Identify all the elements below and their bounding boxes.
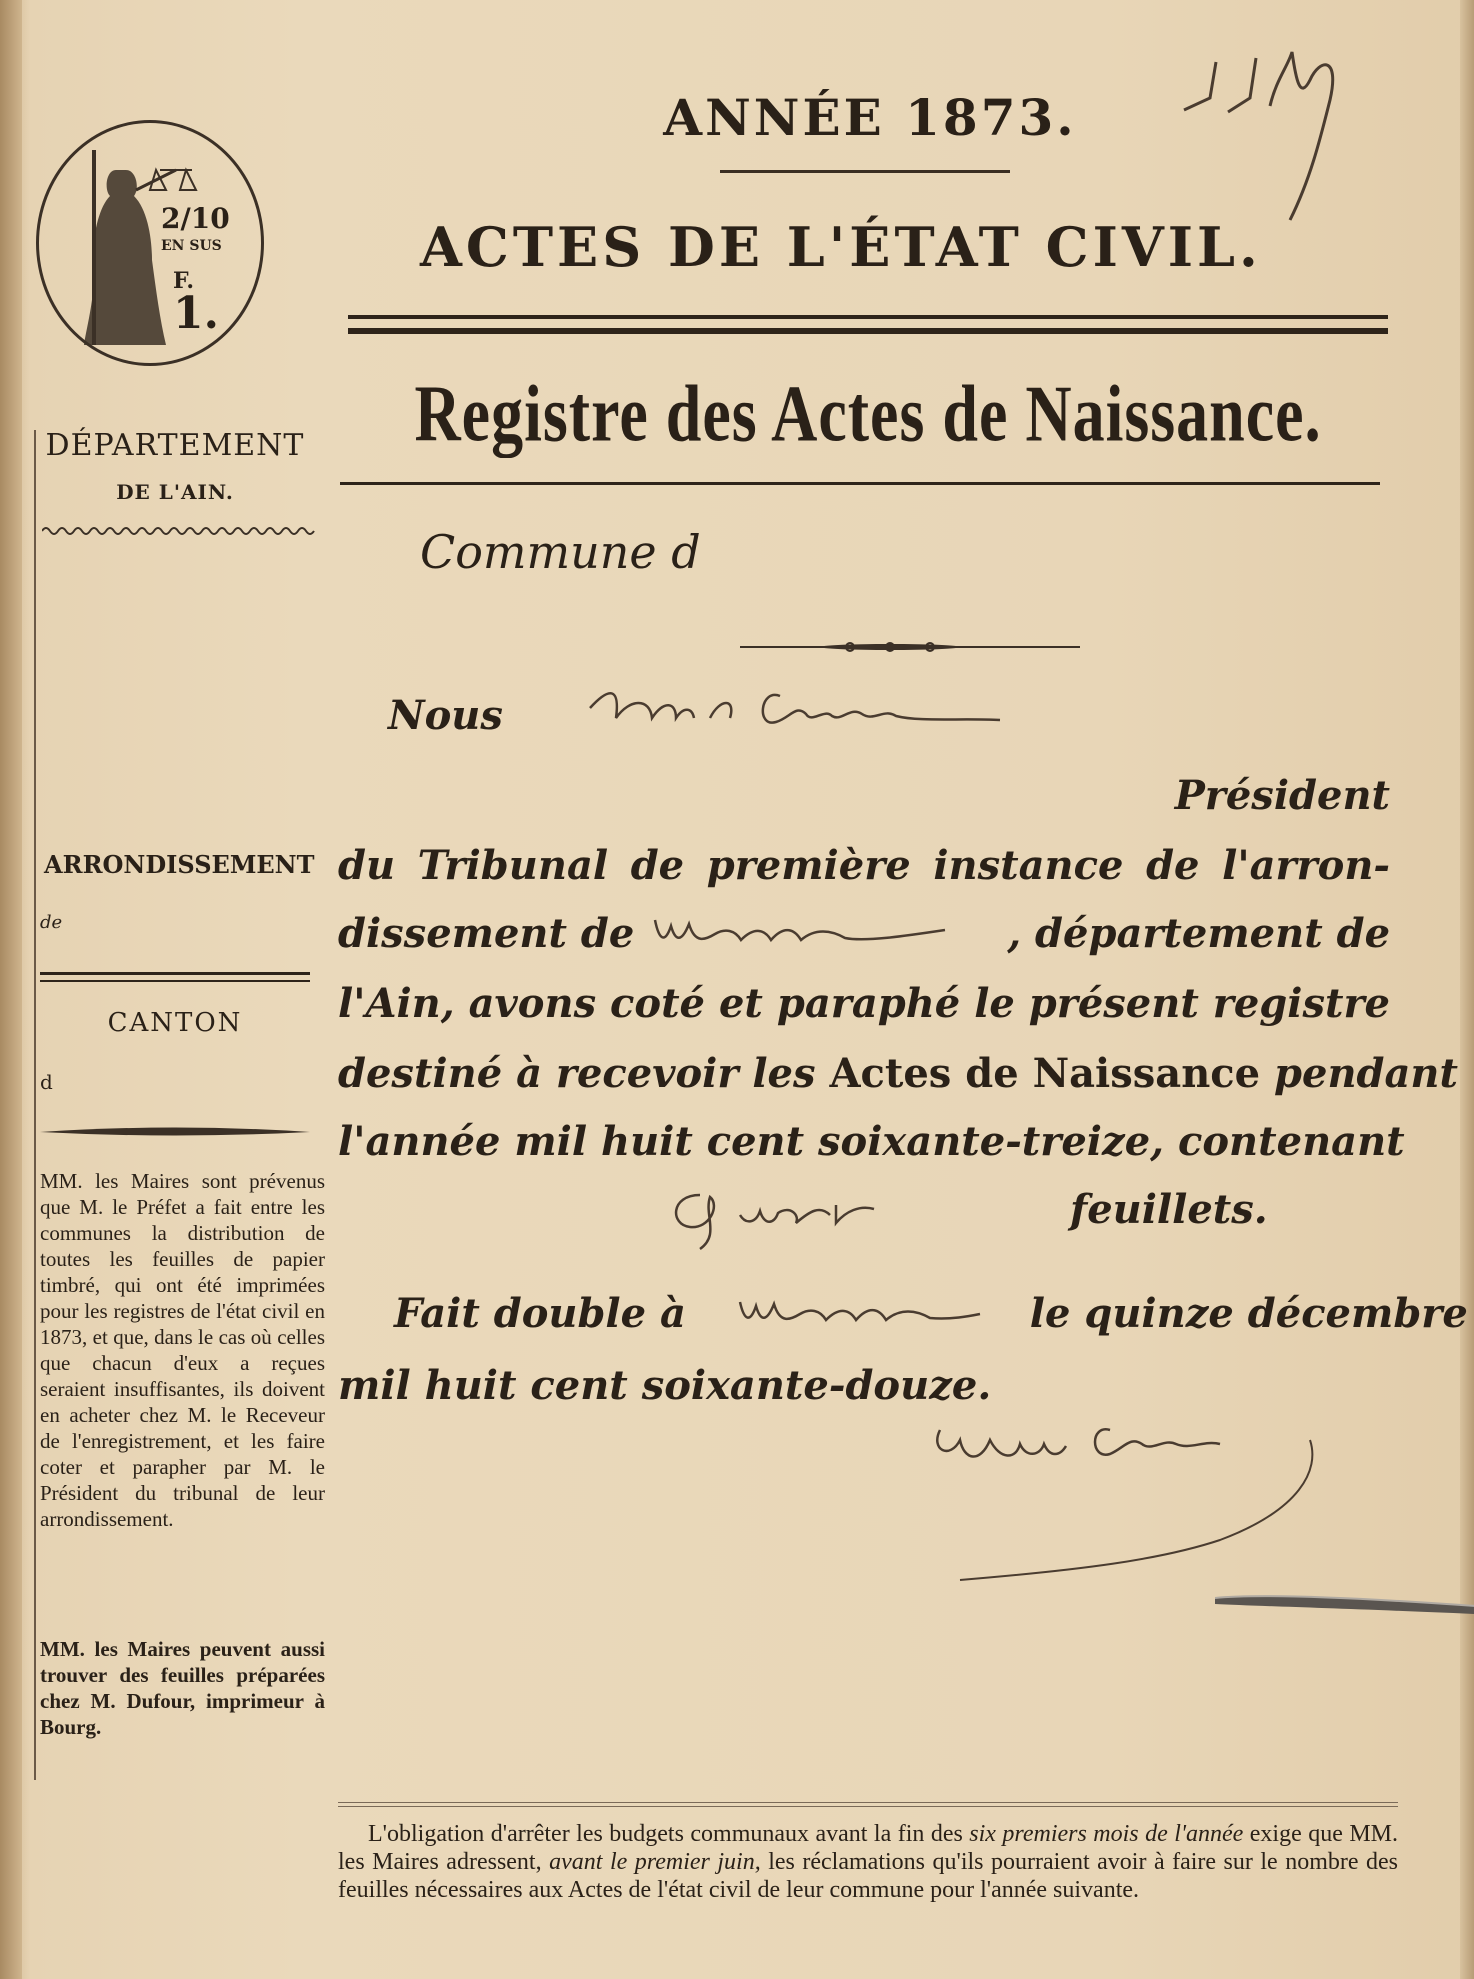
departement-label: DÉPARTEMENT [45, 428, 305, 463]
tax-stamp [36, 120, 260, 370]
stamp-subtext: EN SUS [161, 238, 222, 254]
register-title-rule [340, 482, 1380, 485]
body-text: pendant [1274, 1050, 1458, 1097]
body-line [338, 1050, 1458, 1097]
margin-divider [34, 430, 36, 1780]
body-text: dissement de [338, 910, 635, 957]
footer-rule [338, 1806, 1398, 1807]
margin-rule [40, 980, 310, 982]
register-title: Registre des Actes de Naissance. [414, 369, 1322, 458]
body-text: destiné à recevoir les [338, 1050, 816, 1097]
body-feuillets: feuillets. [1070, 1186, 1268, 1233]
canton-label: CANTON [107, 1008, 243, 1038]
body-text: Fait double à [394, 1290, 686, 1337]
canton-mark: d [40, 1070, 53, 1094]
stylus-icon [1215, 1580, 1474, 1630]
margin-notice: MM. les Maires sont prévenus que M. le Préfet a fait entre les communes la distribution de toutes les feuilles de papier timbré, qui ont été imprimées pour les registres de l'état civil en 1873, et que, dans le cas où celles que chacun d'eux a reçues seraient insuffisantes, ils doivent en acheter chez M. le Receveur de l'enregistrement, et les faire coter et parapher par M. le Président du tribunal de leur arrondissement. [40, 1169, 325, 1531]
stamp-value: 2/10 [161, 202, 230, 235]
footer-text: exige que MM. les Maires adressent, [338, 1821, 1399, 1875]
footer-rule [338, 1802, 1398, 1803]
body-line: l'Ain, avons coté et paraphé le présent registre [338, 980, 1390, 1027]
commune-label: Commune d [420, 525, 701, 579]
handwritten-place [730, 1280, 990, 1340]
page-edge [1460, 0, 1474, 1979]
handwritten-name [580, 678, 1100, 738]
header-rule-thick [348, 328, 1388, 334]
body-text: , département de [1007, 910, 1391, 957]
footer-text: les réclamations qu'ils pourraient avoir à faire sur le nombre des feuilles nécessaires aux Actes de l'état civil de leur commune pour l'année suivante. [338, 1849, 1399, 1903]
body-text-upright: Actes de Naissance [829, 1050, 1261, 1097]
year-heading: ANNÉE 1873. [663, 88, 1077, 147]
header-rule-thin [348, 315, 1388, 319]
arrondissement-de: de [40, 912, 63, 933]
arrondissement-label: ARRONDISSEMENT [44, 850, 315, 879]
handwritten-place [645, 900, 985, 960]
signature [920, 1400, 1340, 1590]
margin-notice: MM. les Maires peuvent aussi trouver des feuilles préparées chez M. Dufour, imprimeur à Bourg. [40, 1637, 325, 1739]
header-short-rule [720, 170, 1010, 173]
page-binding [0, 0, 22, 1979]
wavy-rule [42, 525, 318, 537]
handwritten-folio-number [1170, 40, 1410, 230]
department-name: DE L'AIN. [116, 480, 234, 504]
footer-text-italic: six premiers mois de l'année [969, 1821, 1244, 1847]
footer-text: L'obligation d'arrêter les budgets communaux avant la fin des [368, 1821, 963, 1847]
body-president: Président [1174, 772, 1390, 819]
footer-notice [338, 1820, 1398, 1904]
body-text: le quinze décembre [1029, 1290, 1468, 1337]
ornament-rule [740, 640, 1080, 654]
body-line: du Tribunal de première instance de l'arron- [338, 842, 1390, 889]
body-line: l'année mil huit cent soixante-treize, contenant [338, 1118, 1405, 1165]
footer-text-italic: avant le premier juin, [549, 1849, 761, 1875]
handwritten-count [660, 1175, 990, 1255]
actes-title: ACTES DE L'ÉTAT CIVIL. [420, 215, 1262, 279]
body-line: mil huit cent soixante-douze. [338, 1362, 992, 1409]
margin-rule [40, 972, 310, 975]
ornament-rule [40, 1125, 310, 1139]
stamp-number: 1. [173, 288, 219, 339]
body-nous: Nous [388, 692, 503, 739]
stamp-f-label: F. [173, 268, 195, 294]
